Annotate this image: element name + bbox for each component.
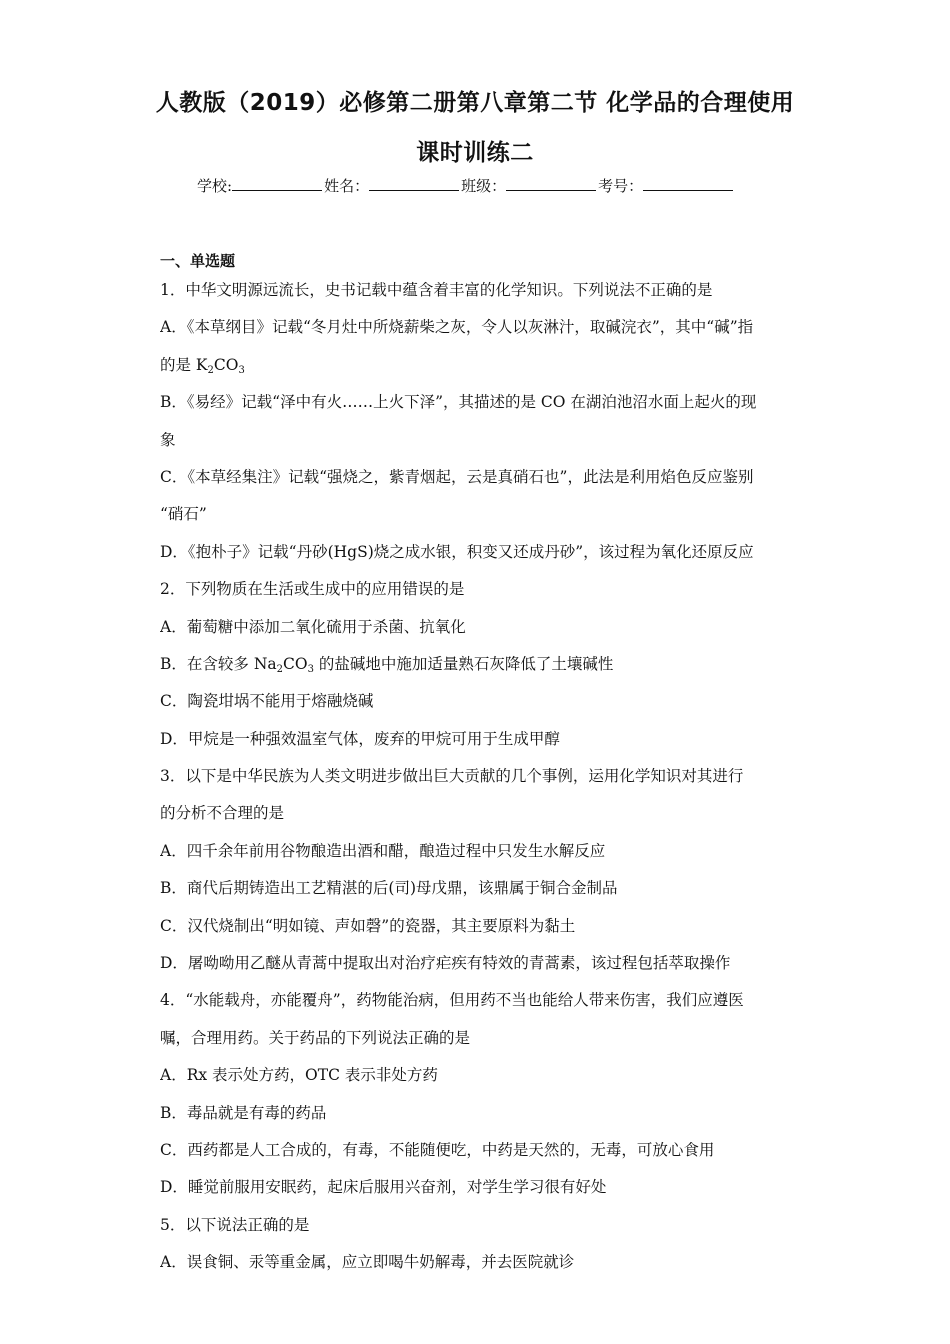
question-line: C．陶瓷坩埚不能用于熔融烧碱 xyxy=(160,692,374,711)
question-line: B．在含较多 $Na_2CO_3$ 的盐碱地中施加适量熟石灰降低了土壤碱性 xyxy=(160,654,614,675)
class-blank xyxy=(506,176,596,191)
question-line: A．葡萄糖中添加二氧化硫用于杀菌、抗氧化 xyxy=(160,617,466,636)
section-heading: 一、单选题 xyxy=(160,252,236,270)
question-line: “硝石” xyxy=(160,505,207,524)
school-label: 学校: xyxy=(197,177,233,195)
question-line: 嘱，合理用药。关于药品的下列说法正确的是 xyxy=(160,1028,471,1047)
question-line: D．甲烷是一种强效温室气体，废弃的甲烷可用于生成甲醇 xyxy=(160,729,560,748)
question-line: D．睡觉前服用安眠药，起床后服用兴奋剂，对学生学习很有好处 xyxy=(160,1178,607,1197)
question-line: 1．中华文明源远流长，史书记载中蕴含着丰富的化学知识。下列说法不正确的是 xyxy=(160,281,713,299)
name-label: 姓名： xyxy=(324,177,370,195)
question-line: A．《本草纲目》记载“冬月灶中所烧薪柴之灰，令人以灰淋汁，取碱浣衣”，其中“碱”指 xyxy=(160,318,754,337)
question-line: A．Rx 表示处方药，OTC 表示非处方药 xyxy=(160,1066,438,1085)
class-label: 班级： xyxy=(461,177,507,195)
document-title: 人教版（2019）必修第二册第八章第二节 化学品的合理使用 xyxy=(155,90,795,116)
question-line: 3．以下是中华民族为人类文明进步做出巨大贡献的几个事例，运用化学知识对其进行 xyxy=(160,767,744,786)
question-line: 4．“水能载舟，亦能覆舟”，药物能治病，但用药不当也能给人带来伤害，我们应遵医 xyxy=(160,991,744,1010)
question-line: 的分析不合理的是 xyxy=(160,804,285,823)
question-line: C．西药都是人工合成的，有毒，不能随便吃，中药是天然的，无毒，可放心食用 xyxy=(160,1140,715,1159)
question-line: B．商代后期铸造出工艺精湛的后(司)母戊鼎，该鼎属于铜合金制品 xyxy=(160,879,618,898)
name-blank xyxy=(369,176,459,191)
question-line: C．汉代烧制出“明如镜、声如磬”的瓷器，其主要原料为黏土 xyxy=(160,916,576,935)
question-line: D．屠呦呦用乙醚从青蒿中提取出对治疗疟疾有特效的青蒿素，该过程包括萃取操作 xyxy=(160,954,731,973)
student-info-row xyxy=(197,175,735,196)
number-label: 考号： xyxy=(598,177,644,195)
school-blank xyxy=(232,176,322,191)
question-line: 5．以下说法正确的是 xyxy=(160,1215,310,1234)
question-line: B．毒品就是有毒的药品 xyxy=(160,1103,327,1122)
number-blank xyxy=(643,176,733,191)
question-line: D．《抱朴子》记载“丹砂(HgS)烧之成水银，积变又还成丹砂”，该过程为氧化还原反应 xyxy=(160,542,754,561)
question-line: 2．下列物质在生活或生成中的应用错误的是 xyxy=(160,580,465,599)
document-subtitle: 课时训练二 xyxy=(416,140,534,166)
question-line: A．误食铜、汞等重金属，应立即喝牛奶解毒，并去医院就诊 xyxy=(160,1253,575,1272)
question-line: 象 xyxy=(160,430,176,449)
question-line: C．《本草经集注》记载“强烧之，紫青烟起，云是真硝石也”，此法是利用焰色反应鉴别 xyxy=(160,467,754,486)
question-line: 的是 $K_2CO_3$ xyxy=(160,355,245,376)
question-line: A．四千余年前用谷物酿造出酒和醋，酿造过程中只发生水解反应 xyxy=(160,841,606,860)
question-line: B．《易经》记载“泽中有火……上火下泽”，其描述的是 CO 在湖泊池沼水面上起火的现 xyxy=(160,393,757,412)
question-list xyxy=(160,277,792,1287)
